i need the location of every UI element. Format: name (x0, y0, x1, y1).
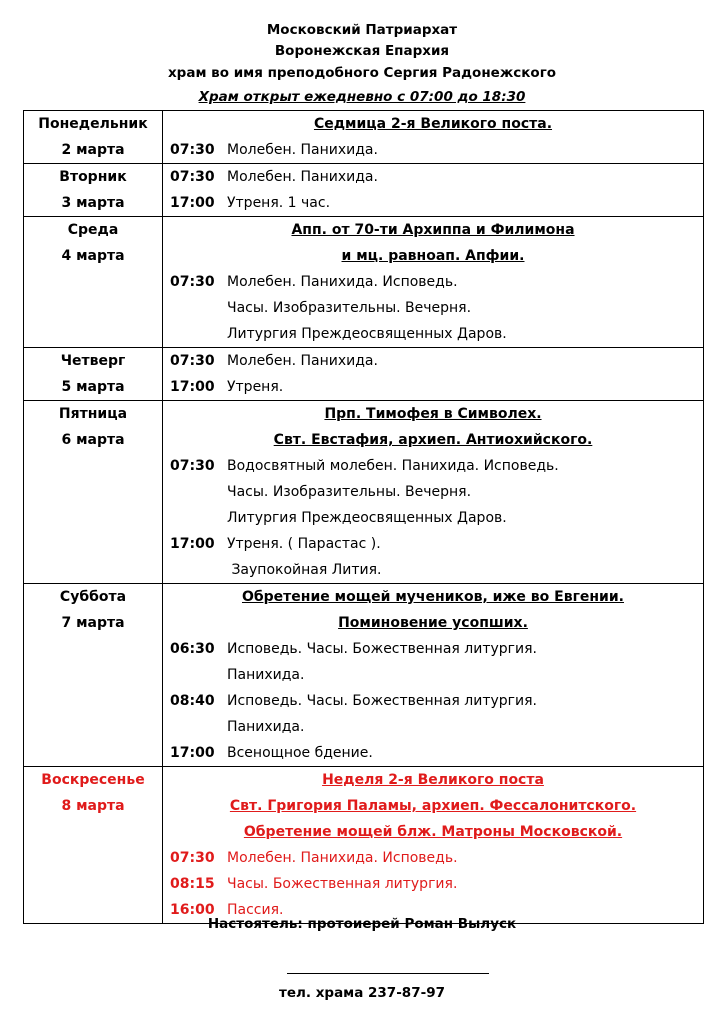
services-cell (163, 111, 704, 164)
date: 8 марта (61, 798, 125, 814)
service-time: 07:30 (170, 353, 215, 369)
schedule-row (24, 401, 704, 584)
date: 2 марта (61, 142, 125, 158)
service-line (163, 295, 703, 321)
service-time: 07:30 (170, 142, 215, 158)
service-text: Панихида. (227, 667, 305, 683)
service-time: 06:30 (170, 641, 215, 657)
services-cell (163, 584, 704, 767)
weekday: Вторник (59, 169, 127, 185)
schedule-row (24, 584, 704, 767)
date: 5 марта (61, 379, 125, 395)
schedule-row (24, 217, 704, 348)
service-text: Молебен. Панихида. (227, 353, 378, 369)
day-cell (24, 217, 163, 348)
service-text: Молебен. Панихида. Исповедь. (227, 274, 458, 290)
service-time: 16:00 (170, 902, 215, 918)
weekday: Воскресенье (41, 772, 145, 788)
service-text: Заупокойная Лития. (227, 562, 382, 578)
service-text: Исповедь. Часы. Божественная литургия. (227, 693, 537, 709)
schedule-row (24, 111, 704, 164)
service-time: 17:00 (170, 745, 215, 761)
service-text: Панихида. (227, 719, 305, 735)
schedule-row (24, 348, 704, 401)
day-cell (24, 111, 163, 164)
feast-title: Свт. Григория Паламы, архиеп. Фессалонитского. (229, 798, 637, 814)
service-line (163, 688, 703, 714)
schedule-table (23, 110, 704, 924)
services-cell (163, 348, 704, 401)
weekday: Четверг (60, 353, 126, 369)
feast-title: Неделя 2-я Великого поста (322, 772, 544, 788)
service-time (163, 295, 227, 321)
weekday: Суббота (59, 589, 127, 605)
service-text: Пассия. (227, 902, 284, 918)
header-patriarchate: Московский Патриархат (266, 22, 458, 38)
service-time: 17:00 (170, 536, 215, 552)
day-cell (24, 348, 163, 401)
feast-title: и мц. равноап. Апфии. (341, 248, 525, 264)
services-cell (163, 767, 704, 924)
services-cell (163, 401, 704, 584)
date: 7 марта (61, 615, 125, 631)
date: 4 марта (61, 248, 125, 264)
service-line (163, 321, 703, 347)
service-text: Всенощное бдение. (227, 745, 373, 761)
feast-title: Обретение мощей блж. Матроны Московской. (243, 824, 623, 840)
service-line (163, 453, 703, 479)
weekday: Пятница (58, 406, 128, 422)
signature-divider (287, 973, 489, 974)
service-text: Утреня. ( Парастас ). (227, 536, 381, 552)
service-text: Утреня. 1 час. (227, 195, 331, 211)
service-time: 08:15 (170, 876, 215, 892)
service-time (163, 321, 227, 347)
service-text: Водосвятный молебен. Панихида. Исповедь. (227, 458, 559, 474)
service-line (163, 374, 703, 400)
day-cell (24, 401, 163, 584)
day-cell (24, 584, 163, 767)
feast-title: Обретение мощей мучеников, иже во Евгении. (241, 589, 624, 605)
feast-title: Поминовение усопших. (338, 615, 528, 631)
service-time (163, 714, 227, 740)
service-line (163, 531, 703, 557)
service-line (163, 164, 703, 190)
service-line (163, 871, 703, 897)
service-line (163, 557, 703, 583)
day-cell (24, 164, 163, 217)
service-line (163, 662, 703, 688)
weekday: Понедельник (38, 116, 148, 132)
service-line (163, 137, 703, 163)
service-text: Молебен. Панихида. (227, 169, 378, 185)
service-time (163, 479, 227, 505)
schedule-row (24, 767, 704, 924)
weekday: Среда (67, 222, 119, 238)
service-text: Часы. Изобразительны. Вечерня. (227, 484, 472, 500)
service-time (163, 557, 227, 583)
header-church-name: храм во имя преподобного Сергия Радонежского (167, 65, 557, 81)
service-text: Литургия Преждеосвященных Даров. (227, 326, 507, 342)
schedule-row (24, 164, 704, 217)
service-line (163, 636, 703, 662)
service-line (163, 505, 703, 531)
feast-title: Прп. Тимофея в Символех. (324, 406, 542, 422)
church-phone: тел. храма 237-87-97 (279, 985, 445, 1001)
service-line (163, 479, 703, 505)
service-text: Часы. Изобразительны. Вечерня. (227, 300, 472, 316)
service-text: Часы. Божественная литургия. (227, 876, 458, 892)
feast-title: Апп. от 70-ти Архиппа и Филимона (291, 222, 575, 238)
service-time: 08:40 (170, 693, 215, 709)
service-text: Молебен. Панихида. (227, 142, 378, 158)
services-cell (163, 217, 704, 348)
service-line (163, 269, 703, 295)
header-opening-hours: Храм открыт ежедневно с 07:00 до 18:30 (198, 89, 526, 105)
service-text: Утреня. (227, 379, 284, 395)
service-line (163, 740, 703, 766)
rector-line: Настоятель: протоиерей Роман Вылуск (207, 916, 517, 932)
service-time: 17:00 (170, 379, 215, 395)
service-text: Исповедь. Часы. Божественная литургия. (227, 641, 537, 657)
feast-title: Седмица 2-я Великого поста. (313, 116, 553, 132)
header-eparchy: Воронежская Епархия (274, 43, 450, 59)
service-time: 17:00 (170, 195, 215, 211)
service-time (163, 662, 227, 688)
service-line (163, 348, 703, 374)
services-cell (163, 164, 704, 217)
date: 3 марта (61, 195, 125, 211)
service-time: 07:30 (170, 458, 215, 474)
feast-title: Свт. Евстафия, архиеп. Антиохийского. (273, 432, 593, 448)
day-cell (24, 767, 163, 924)
service-time: 07:30 (170, 274, 215, 290)
service-text: Молебен. Панихида. Исповедь. (227, 850, 458, 866)
service-time: 07:30 (170, 850, 215, 866)
service-text: Литургия Преждеосвященных Даров. (227, 510, 507, 526)
service-time (163, 505, 227, 531)
service-line (163, 714, 703, 740)
service-line (163, 845, 703, 871)
service-time: 07:30 (170, 169, 215, 185)
date: 6 марта (61, 432, 125, 448)
service-line (163, 190, 703, 216)
